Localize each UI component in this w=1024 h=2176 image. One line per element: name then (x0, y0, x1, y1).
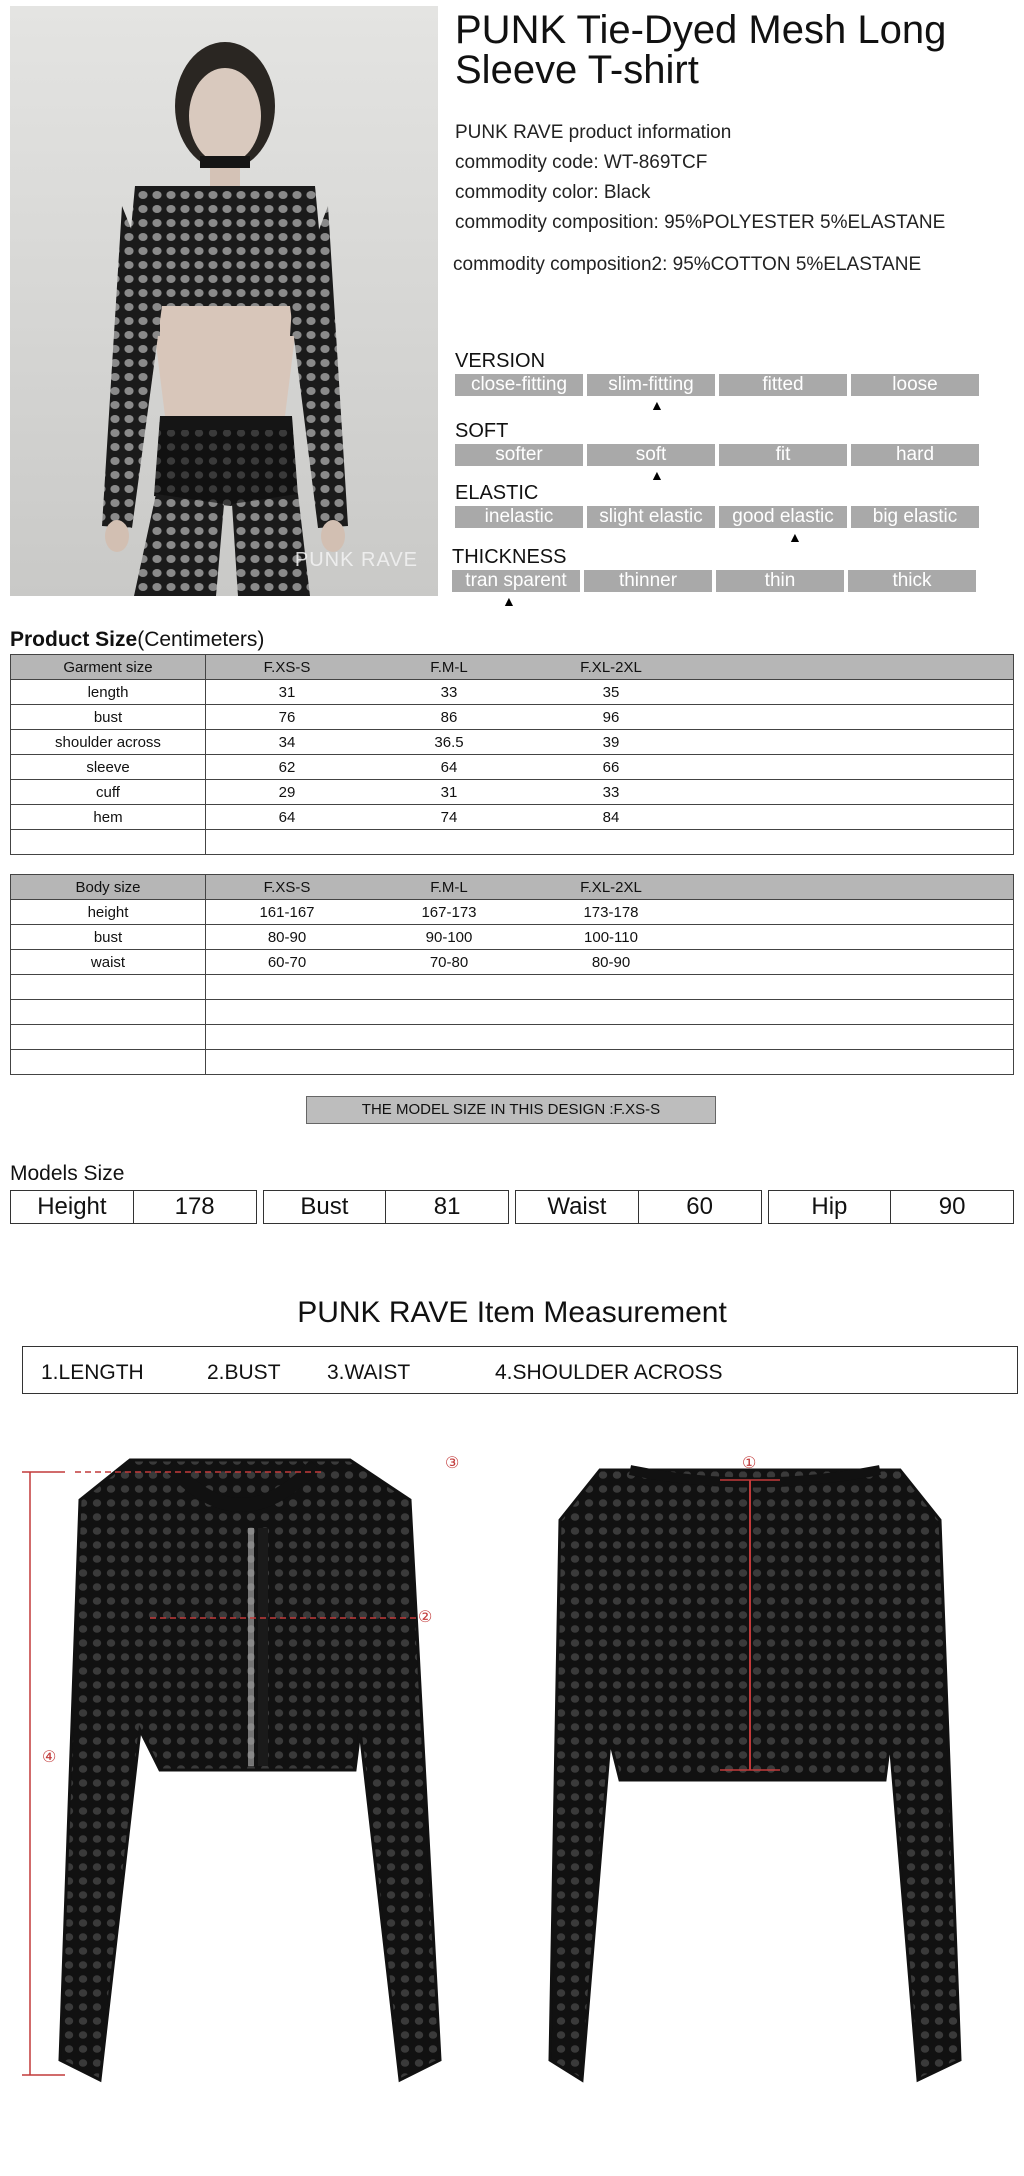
measure-value: 178 (133, 1191, 256, 1223)
model-measure-bust (263, 1190, 510, 1224)
marker-two: ② (418, 1609, 433, 1626)
table-row: waist 60-70 70-80 80-90 (11, 950, 1014, 975)
table-row: length 31 33 35 (11, 680, 1014, 705)
measure-label: Hip (811, 1193, 848, 1220)
table-row: shoulder across 34 36.5 39 (11, 730, 1014, 755)
table-header-cell: F.M-L (368, 655, 530, 680)
selected-marker-icon: ▲ (650, 397, 664, 413)
scale-option: slim-fitting (587, 374, 715, 396)
legend-item: 4.SHOULDER ACROSS (495, 1361, 723, 1384)
marker-four: ④ (42, 1749, 57, 1766)
table-header-row (11, 875, 1014, 900)
table-row (11, 1025, 1014, 1050)
table-row: hem 64 74 84 (11, 805, 1014, 830)
table-header-cell: Body size (11, 875, 206, 900)
measure-label: Bust (300, 1193, 349, 1220)
legend-item: 3.WAIST (327, 1361, 411, 1384)
scale-option: softer (455, 444, 583, 466)
measure-value: 81 (385, 1191, 508, 1223)
table-header-cell: F.XL-2XL (530, 875, 692, 900)
scale-option: close-fitting (455, 374, 583, 396)
photo-watermark: PUNK RAVE (294, 549, 418, 571)
scale-option: fitted (719, 374, 847, 396)
product-info (455, 118, 945, 280)
table-header-cell: F.XL-2XL (530, 655, 692, 680)
product-title: PUNK Tie-Dyed Mesh Long Sleeve T-shirt (455, 8, 947, 92)
table-header-cell: F.XS-S (206, 875, 369, 900)
garment-size-table (10, 654, 1014, 855)
model-measure-height (10, 1190, 257, 1224)
measurement-legend (22, 1346, 1018, 1394)
table-row (11, 1050, 1014, 1075)
measure-label: Waist (547, 1193, 607, 1220)
table-row: bust 76 86 96 (11, 705, 1014, 730)
model-measure-waist (515, 1190, 762, 1224)
legend-item: 1.LENGTH (41, 1361, 144, 1384)
model-size-note: THE MODEL SIZE IN THIS DESIGN :F.XS-S (306, 1096, 716, 1124)
scale-option: slight elastic (587, 506, 715, 528)
table-row: sleeve 62 64 66 (11, 755, 1014, 780)
scale-option: soft (587, 444, 715, 466)
scale-label: SOFT (455, 420, 509, 442)
commodity-composition: commodity composition: 95%POLYESTER 5%ELASTANE (455, 212, 946, 233)
model-measure-hip (768, 1190, 1015, 1224)
scale-option: big elastic (851, 506, 979, 528)
info-heading: PUNK RAVE product information (455, 122, 732, 143)
marker-three: ③ (445, 1455, 460, 1472)
table-row: bust 80-90 90-100 100-110 (11, 925, 1014, 950)
table-row: height 161-167 167-173 173-178 (11, 900, 1014, 925)
table-row (11, 1000, 1014, 1025)
table-header-cell: Garment size (11, 655, 206, 680)
scale-option: hard (851, 444, 979, 466)
scale-label: ELASTIC (455, 482, 539, 504)
selected-marker-icon: ▲ (788, 529, 802, 545)
measure-value: 90 (890, 1191, 1013, 1223)
scale-option: fit (719, 444, 847, 466)
measurement-title: PUNK RAVE Item Measurement (297, 1296, 727, 1329)
table-header-row (11, 655, 1014, 680)
models-size-title: Models Size (10, 1162, 125, 1185)
product-photo (10, 6, 438, 596)
scale-version (455, 350, 979, 413)
measure-value: 60 (638, 1191, 761, 1223)
table-header-cell: F.M-L (368, 875, 530, 900)
selected-marker-icon: ▲ (650, 467, 664, 483)
model-illustration (10, 6, 438, 596)
scale-option: thin (716, 570, 844, 592)
marker-one: ① (742, 1455, 757, 1472)
table-header-cell: F.XS-S (206, 655, 369, 680)
commodity-composition2: commodity composition2: 95%COTTON 5%ELASTANE (453, 254, 922, 275)
scale-option: thinner (584, 570, 712, 592)
table-row: cuff 29 31 33 (11, 780, 1014, 805)
garment-front-illustration (20, 1440, 480, 2090)
commodity-color: commodity color: Black (455, 182, 651, 203)
scale-option: tran sparent (452, 570, 580, 592)
scale-thickness (452, 546, 976, 609)
product-size-title: Product Size(Centimeters) (10, 628, 265, 651)
scale-elastic (455, 482, 979, 545)
scale-label: VERSION (455, 350, 546, 372)
scale-option: thick (848, 570, 976, 592)
scale-label: THICKNESS (452, 546, 567, 568)
scale-option: loose (851, 374, 979, 396)
table-row (11, 830, 1014, 855)
scale-option: good elastic (719, 506, 847, 528)
legend-item: 2.BUST (207, 1361, 281, 1384)
scale-option: inelastic (455, 506, 583, 528)
selected-marker-icon: ▲ (502, 593, 516, 609)
commodity-code: commodity code: WT-869TCF (455, 152, 708, 173)
garment-back-illustration (540, 1440, 980, 2090)
table-row (11, 975, 1014, 1000)
scale-soft (455, 420, 979, 483)
body-size-table (10, 874, 1014, 1075)
models-size-row (10, 1190, 1014, 1224)
measure-label: Height (37, 1193, 107, 1220)
